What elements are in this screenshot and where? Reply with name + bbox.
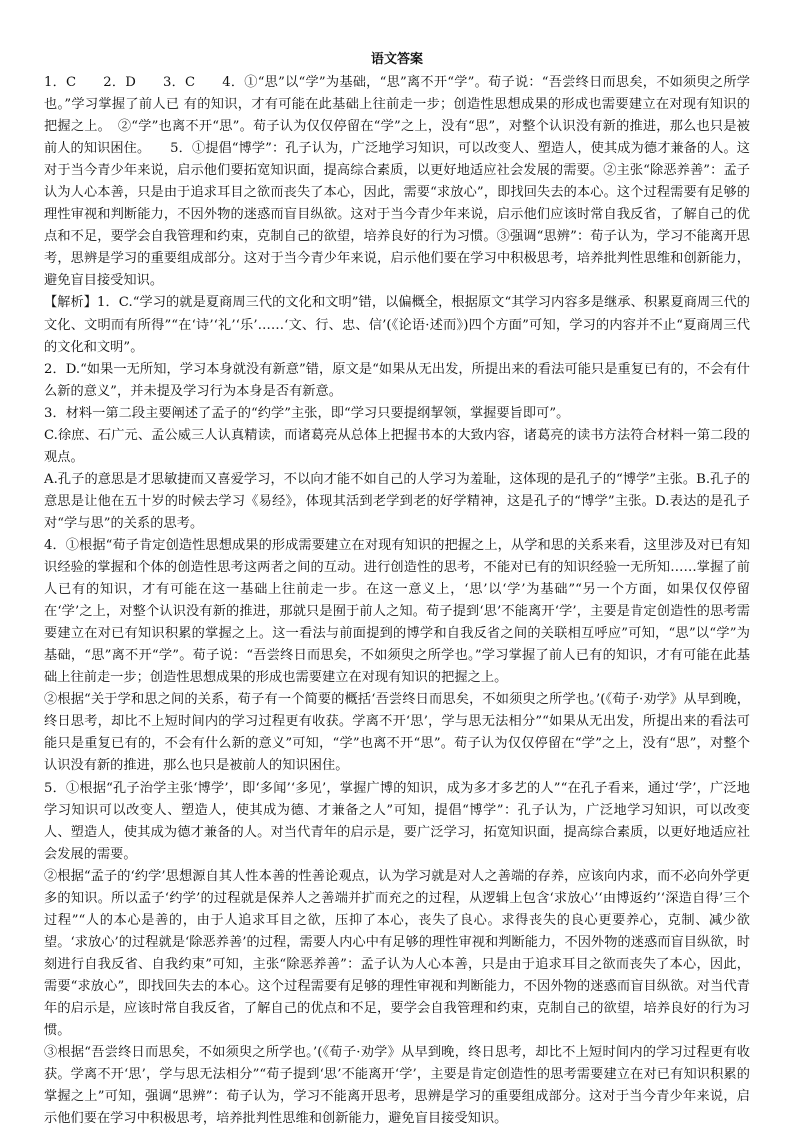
answer-summary: 1．C 2．D 3．C 4．①“思”以“学”为基础，“思”离不开“学”。荀子说：“吾尝终日而思矣，不如须臾之所学也。”学习掌握了前人已 有的知识，才有可能在此基础上往前走一步；创造性思想成果的形成也需要建立在对现有知识的把握之上。 ②“学”也离不开“思”。荀子认为仅仅停留在“学”之上，没有“思”，对整个认识没有新的推进，那么也只是被前人的知识困住。 5．①提倡“博学”：孔子认为，广泛地学习知识，可以改变人、塑造人，使其成为德才兼备的人。这对于当今青少年来说，启示他们要拓宽知识面，提高综合素质，以更好地适应社会发展的需要。②主张“除恶养善”：孟子认为人心本善，只是由于追求耳目之欲而丧失了本心，因此，需要“求放心”，即找回失去的本心。这个过程需要有足够的理性审视和判断能力，不因外物的迷惑而盲目纵欲。这对于当今青少年来说，启示他们应该时常自我反省，了解自己的优点和不足，要学会自我管理和约束，克制自己的欲望，培养良好的行为习惯。③强调“思辨”：荀子认为，学习不能离开思考，思辨是学习的重要组成部分。这对于当今青少年来说，启示他们要在学习中积极思考，培养批判性思维和创新能力，避免盲目接受知识。 (44, 75, 750, 289)
analysis-q3-option-c: C.徐庶、石广元、孟公威三人认真精读，而诸葛亮从总体上把握书本的大致内容，诸葛亮的读书方法符合材料一第二段的观点。 (44, 427, 750, 465)
analysis-q5-point1: 5．①根据“孔子治学主张‘博学’，即‘多闻’‘多见’，掌握广博的知识，成为多才多艺的人”“在孔子看来，通过‘学’，广泛地学习知识可以改变人、塑造人，使其成为德、才兼备之人”可知，提倡“博学”：孔子认为，广泛地学习知识，可以改变人、塑造人，使其成为德才兼备的人。对当代青年的启示是，要广泛学习，拓宽知识面，提高综合素质，以更好地适应社会发展的需要。 (44, 780, 750, 862)
analysis-q5-point2: ②根据“孟子的‘约学’思想源自其人性本善的性善论观点，认为学习就是对人之善端的存养，应该向内求，而不必向外学更多的知识。所以孟子‘约学’的过程就是保养人之善端并扩而充之的过程，从逻辑上包含‘求放心’‘由博返约’‘深造自得’三个过程”“人的本心是善的，由于人追求耳目之欲，压抑了本心，丧失了良心。求得丧失的良心更要养心，克制、减少欲望。‘求放心’的过程就是‘除恶养善’的过程，需要人内心中有足够的理性审视和判断能力，不因外物的迷惑而盲目纵欲，时刻进行自我反省、自我约束”可知，主张“除恶养善”：孟子认为人心本善，只是由于追求耳目之欲而丧失了本心，因此，需要“求放心”，即找回失去的本心。这个过程需要有足够的理性审视和判断能力，不因外物的迷惑而盲目纵欲。对当代青年的启示是，应该时常自我反省，了解自己的优点和不足，要学会自我管理和约束，克制自己的欲望，培养良好的行为习惯。 (44, 868, 750, 1039)
analysis-q3: 3．材料一第二段主要阐述了孟子的“约学”主张，即“学习只要提纲挈领，掌握要旨即可”。 (44, 405, 570, 421)
analysis-q1: 【解析】1．C.“学习的就是夏商周三代的文化和文明”错，以偏概全，根据原文“其学习内容多是继承、积累夏商周三代的文化、文明而有所得”“在‘诗’‘礼’‘乐’……‘文、行、忠、信’(《论语·述而》)四个方面”可知，学习的内容并不止“夏商周三代的文化和文明”。 (44, 295, 750, 355)
analysis-q2: 2．D.“如果一无所知，学习本身就没有新意”错，原文是“如果从无出发，所提出来的看法可能只是重复已有的，不会有什么新的意义”，并未提及学习行为本身是否有新意。 (44, 361, 750, 399)
page-title: 语文答案 (370, 52, 424, 67)
analysis-q4-point1: 4．①根据“荀子肯定创造性思想成果的形成需要建立在对现有知识的把握之上，从学和思的关系来看，这里涉及对已有知识经验的掌握和个体的创造性思考这两者之间的互动。进行创造性的思考，不能对已有的知识经验一无所知……掌握了前人已有的知识，才有可能在这一基础上往前走一步。在这一意义上，‘思’以‘学’为基础”“另一个方面，如果仅仅停留在‘学’之上，对整个认识没有新的推进，那就只是囿于前人之知。荀子提到‘思’不能离开‘学’，主要是肯定创造性的思考需要建立在对已有知识积累的掌握之上。这一看法与前面提到的博学和自我反省之间的关联相互呼应”可知，“思”以“学”为基础，“思”离不开“学”。荀子说：“吾尝终日而思矣，不如须臾之所学也。”学习掌握了前人已有的知识，才有可能在此基础上往前走一步；创造性思想成果的形成也需要建立在对现有知识的把握之上。 (44, 537, 750, 686)
analysis-q3-options-abd: A.孔子的意思是才思敏捷而又喜爱学习，不以向才能不如自己的人学习为羞耻，这体现的是孔子的“博学”主张。B.孔子的意思是让他在五十岁的时候去学习《易经》，体现其活到老学到老的好学精神，这是孔子的“博学”主张。D.表达的是孔子对“学与思”的关系的思考。 (44, 471, 750, 531)
analysis-q5-point3: ③根据“吾尝终日而思矣，不如须臾之所学也。’(《荀子·劝学》从早到晚，终日思考，却比不上短时间内的学习过程更有收获。学离不开‘思’，学与思无法相分”“荀子提到‘思’不能离开‘学’，主要是肯定创造性的思考需要建立在对已有知识积累的掌握之上”可知，强调“思辨”：荀子认为，学习不能离开思考，思辨是学习的重要组成部分。这对于当今青少年来说，启示他们要在学习中积极思考，培养批判性思维和创新能力，避免盲目接受知识。 (44, 1045, 750, 1127)
analysis-q4-point2: ②根据“关于学和思之间的关系，荀子有一个简要的概括‘吾尝终日而思矣，不如须臾之所学也。’(《荀子·劝学》从早到晚，终日思考，却比不上短时间内的学习过程更有收获。学离不开‘思’，学与思无法相分”“如果从无出发，所提出来的看法可能只是重复已有的，不会有什么新的意义”可知，“学”也离不开“思”。荀子认为仅仅停留在“学”之上，没有“思”，对整个认识没有新的推进，那么也只是被前人的知识困住。 (44, 692, 750, 774)
